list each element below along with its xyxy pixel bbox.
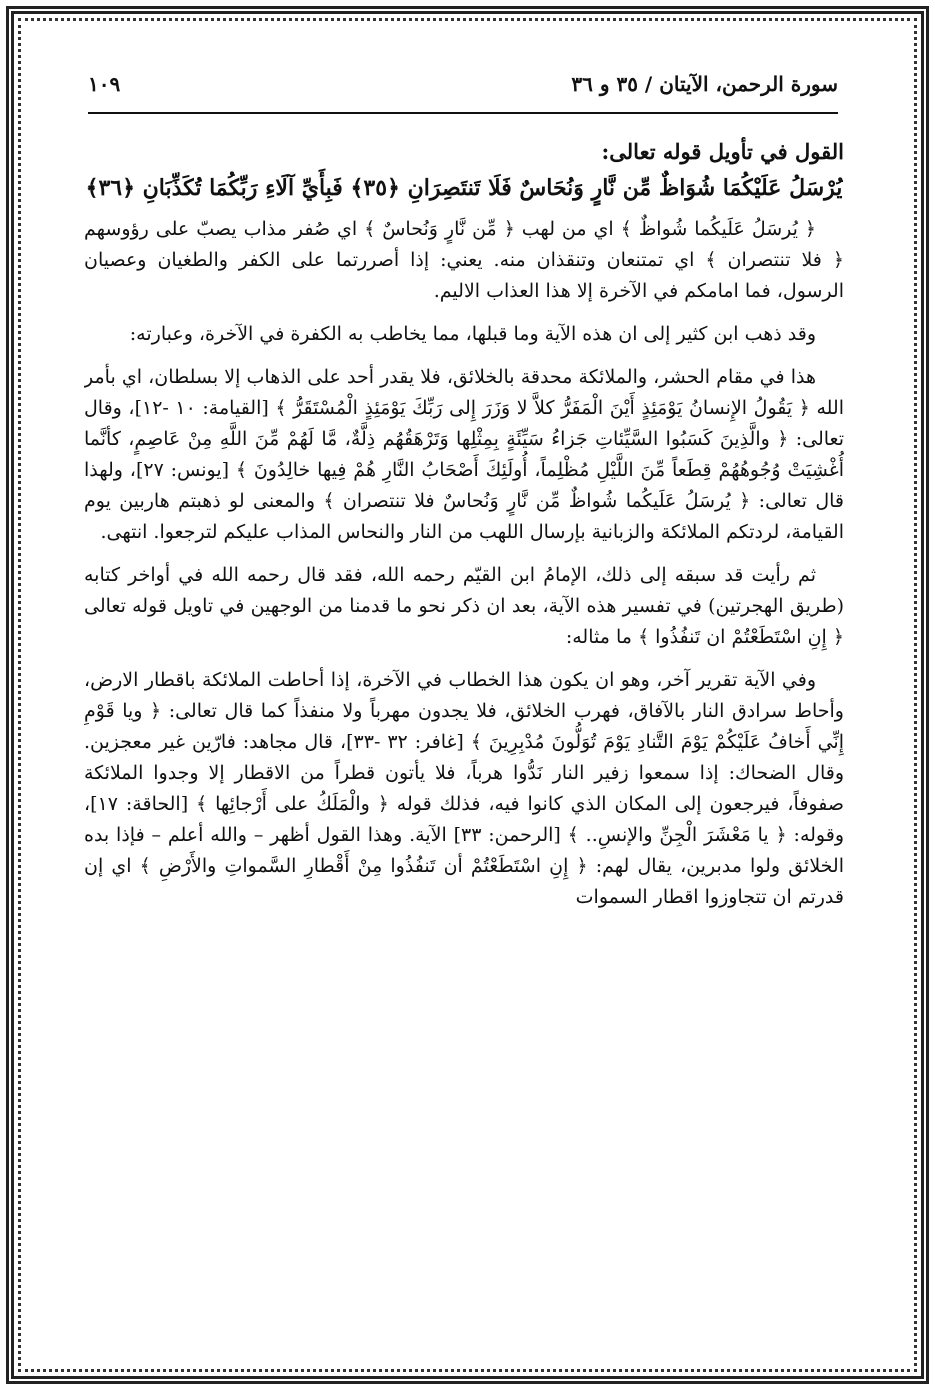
paragraph-1: ﴿ يُرسَلُ عَلَيكُما شُواظٌ ﴾ اي من لهب ﴿ مِّن نَّارٍ وَنُحاسٌ ﴾ اي صُفر مذاب يصبّ على رؤوسهم ﴿ فلا تنتصران ﴾ اي تمتنعان وتنقذان منه. يعني: إذا أصررتما على الكفر والطغيان وعصيان الرسول، فما امامكم في الآخرة إلا هذا العذاب الاليم.: [84, 218, 844, 302]
paragraph-3: هذا في مقام الحشر، والملائكة محدقة بالخلائق، فلا يقدر أحد على الذهاب إلا بسلطان، اي بأمر الله ﴿ يَقُولُ الإِنسانُ يَوْمَئِذٍ أَيْنَ الْمَفَرُّ كلاَّ لا وَزَرَ إِلى رَبِّكَ يَوْمَئِذٍ الْمُسْتَقَرُّ ﴾ [القيامة: ١٠ -١٢]، وقال تعالى: ﴿ والَّذِينَ كَسَبُوا السَّيِّئاتِ جَزاءُ سَيِّئَةٍ بِمِثْلِها وَتَرْهَقُهُم ذِلَّةٌ، مَّا لَهُمْ مِّنَ اللَّهِ مِنْ عَاصِمٍ، كأنَّما أُغْشِيَتْ وُجُوهُهُمْ قِطَعاً مِّنَ اللَّيْلِ مُظْلِماً، أُولَئِكَ أَصْحَابُ النَّارِ هُمْ فِيها خالِدُونَ ﴾ [يونس: ٢٧]، ولهذا قال تعالى: ﴿ يُرسَلُ عَلَيكُما شُواظٌ مِّن نَّارٍ وَنُحاسٌ فلا تنتصران ﴾ والمعنى لو ذهبتم هاربين يوم القيامة، لردتكم الملائكة والزبانية بإرسال اللهب من النار والنحاس المذاب عليكم لترجعوا. انتهى.: [84, 366, 844, 543]
header-divider: [88, 112, 838, 114]
paragraph-5: وفي الآية تقرير آخر، وهو ان يكون هذا الخطاب في الآخرة، إذا أحاطت الملائكة باقطار الارض، وأحاط سرادق النار بالآفاق، فهرب الخلائق، فلا يجدون مهرباً ولا منفذاً كما قال تعالى: ﴿ ويا قَوْمِ إِنِّي أَخافُ عَلَيْكُمْ يَوْمَ التَّنادِ يَوْمَ تُوَلُّونَ مُدْبِرِينَ ﴾ [غافر: ٣٢ -٣٣]، قال مجاهد: فارّين غير معجزين. وقال الضحاك: إذا سمعوا زفير النار نَدُّوا هرباً، فلا يأتون قطراً من الاقطار إلا وجدوا الملائكة صفوفاً، فيرجعون إلى المكان الذي كانوا فيه، فذلك قوله ﴿ والْمَلَكُ على أَرْجائِها ﴾ [الحاقة: ١٧]، وقوله: ﴿ يا مَعْشَرَ الْجِنِّ والإنسِ.. ﴾ [الرحمن: ٣٣] الآية. وهذا القول أظهر – والله أعلم – فإذا بده الخلائق ولوا مدبرين، يقال لهم: ﴿ إِنِ اسْتَطَعْتُمْ أن تَنفُذُوا مِنْ أَقْطارِ السَّمواتِ والأَرْضِ ﴾ اي إن قدرتم ان تتجاوزوا اقطار السموات: [84, 669, 844, 908]
quran-verse: يُرْسَلُ عَلَيْكُمَا شُوَاظٌ مِّن نَّارٍ وَنُحَاسٌ فَلَا تَنتَصِرَانِ ﴿٣٥﴾ فَبِأَيِّ آلَاءِ رَبِّكُمَا تُكَذِّبَانِ ﴿٣٦﴾: [85, 175, 843, 201]
header-title: سورة الرحمن، الآيتان / ٣٥ و ٣٦: [571, 72, 838, 96]
page-number: ١٠٩: [88, 72, 121, 96]
page-body: [84, 136, 844, 1336]
paragraph-4: ثم رأيت قد سبقه إلى ذلك، الإمامُ ابن القيّم رحمه الله، فقد قال رحمه الله في أواخر كتابه (طريق الهجرتين) في تفسير هذه الآية، بعد ان ذكر نحو ما قدمنا من الوجهين في تاويل قوله تعالى ﴿ إِنِ اسْتَطَعْتُمْ ان تَنفُذُوا ﴾ ما مثاله:: [84, 564, 844, 648]
section-heading: القول في تأويل قوله تعالى:: [601, 139, 844, 164]
paragraph-2: وقد ذهب ابن كثير إلى ان هذه الآية وما قبلها، مما يخاطب به الكفرة في الآخرة، وعبارته:: [129, 323, 816, 345]
running-header: [88, 62, 838, 106]
